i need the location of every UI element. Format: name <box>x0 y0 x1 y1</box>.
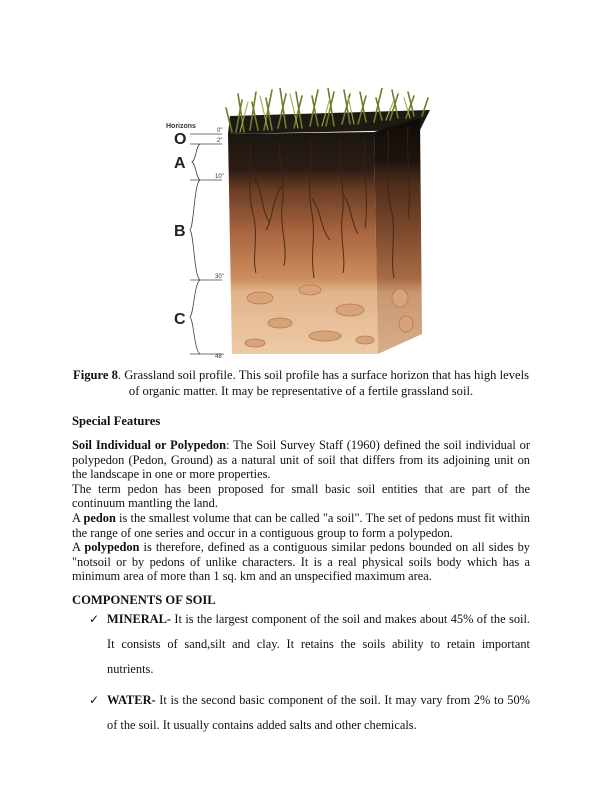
horizons-title: Horizons <box>166 123 196 130</box>
water-text: It is the second basic component of the soil. It may vary from 2% to 50% of the soil. It usually contains added salts and other chemicals. <box>107 693 530 732</box>
mineral-text: It is the largest component of the soil and makes about 45% of the soil. It consists of sand,silt and clay. It retains the soils ability to retain important nutrients. <box>107 612 530 676</box>
horizon-letter-b: B <box>174 223 186 240</box>
special-features-body <box>72 438 530 584</box>
figure-caption-label: Figure 8 <box>73 368 118 382</box>
mineral-term: MINERAL- <box>107 612 172 626</box>
polypedon-definition-paragraph <box>72 540 530 584</box>
polypedon-definition-2: is therefore, defined as a contiguous similar pedons bounded on all sides by "notsoil or by pedons of unlike characters. It is a real physical soils body which has a minimum area of more than 1 sq. km and an unspecified maximum area. <box>72 540 530 584</box>
pedon-term-paragraph: The term pedon has been proposed for small basic soil entities that are part of the continuum mantling the land. <box>72 481 530 511</box>
horizon-letter-a: A <box>174 155 186 172</box>
special-features-heading: Special Features <box>72 414 161 428</box>
polypedon-term: Soil Individual or Polypedon <box>72 438 226 452</box>
polypedon-paragraph <box>72 438 530 482</box>
horizon-letter-o: O <box>174 131 187 148</box>
pedon-definition: is the smallest volume that can be called "a soil". The set of pedons must fit within the range of one series and occur in a contiguous group to form a polypedon. <box>72 510 530 540</box>
water-term: WATER- <box>107 693 156 707</box>
component-item-mineral <box>72 607 530 682</box>
components-heading: COMPONENTS OF SOIL <box>72 593 216 607</box>
components-list <box>72 607 530 738</box>
polypedon-definition: : The Soil Survey Staff (1960) defined the soil individual or polypedon (Pedon, Ground) as a natural unit of soil that differs from its adjoining unit on the landscape in one or more properties. <box>72 438 530 482</box>
soil-profile-figure <box>160 88 450 360</box>
pedon-term: pedon <box>83 510 116 525</box>
depth-mark-10: 10" <box>215 174 224 180</box>
depth-mark-48: 48" <box>215 354 224 360</box>
depth-mark-2: 2" <box>217 138 223 144</box>
figure-caption-text: . Grassland soil profile. This soil profile has a surface horizon that has high levels of organic matter. It may be representative of a fertile grassland soil. <box>117 368 529 398</box>
component-item-water <box>72 688 530 738</box>
horizon-letter-c: C <box>174 311 186 328</box>
figure-caption <box>72 368 530 399</box>
polypedon-prefix: A <box>72 540 85 555</box>
depth-mark-0: 0" <box>217 128 223 134</box>
pedon-prefix: A <box>72 510 84 525</box>
depth-mark-30: 30" <box>215 274 224 280</box>
checkmark-icon: ✓ <box>89 612 100 626</box>
checkmark-icon: ✓ <box>89 693 100 707</box>
polypedon-term-2: polypedon <box>84 540 140 555</box>
pedon-paragraph <box>72 511 530 540</box>
